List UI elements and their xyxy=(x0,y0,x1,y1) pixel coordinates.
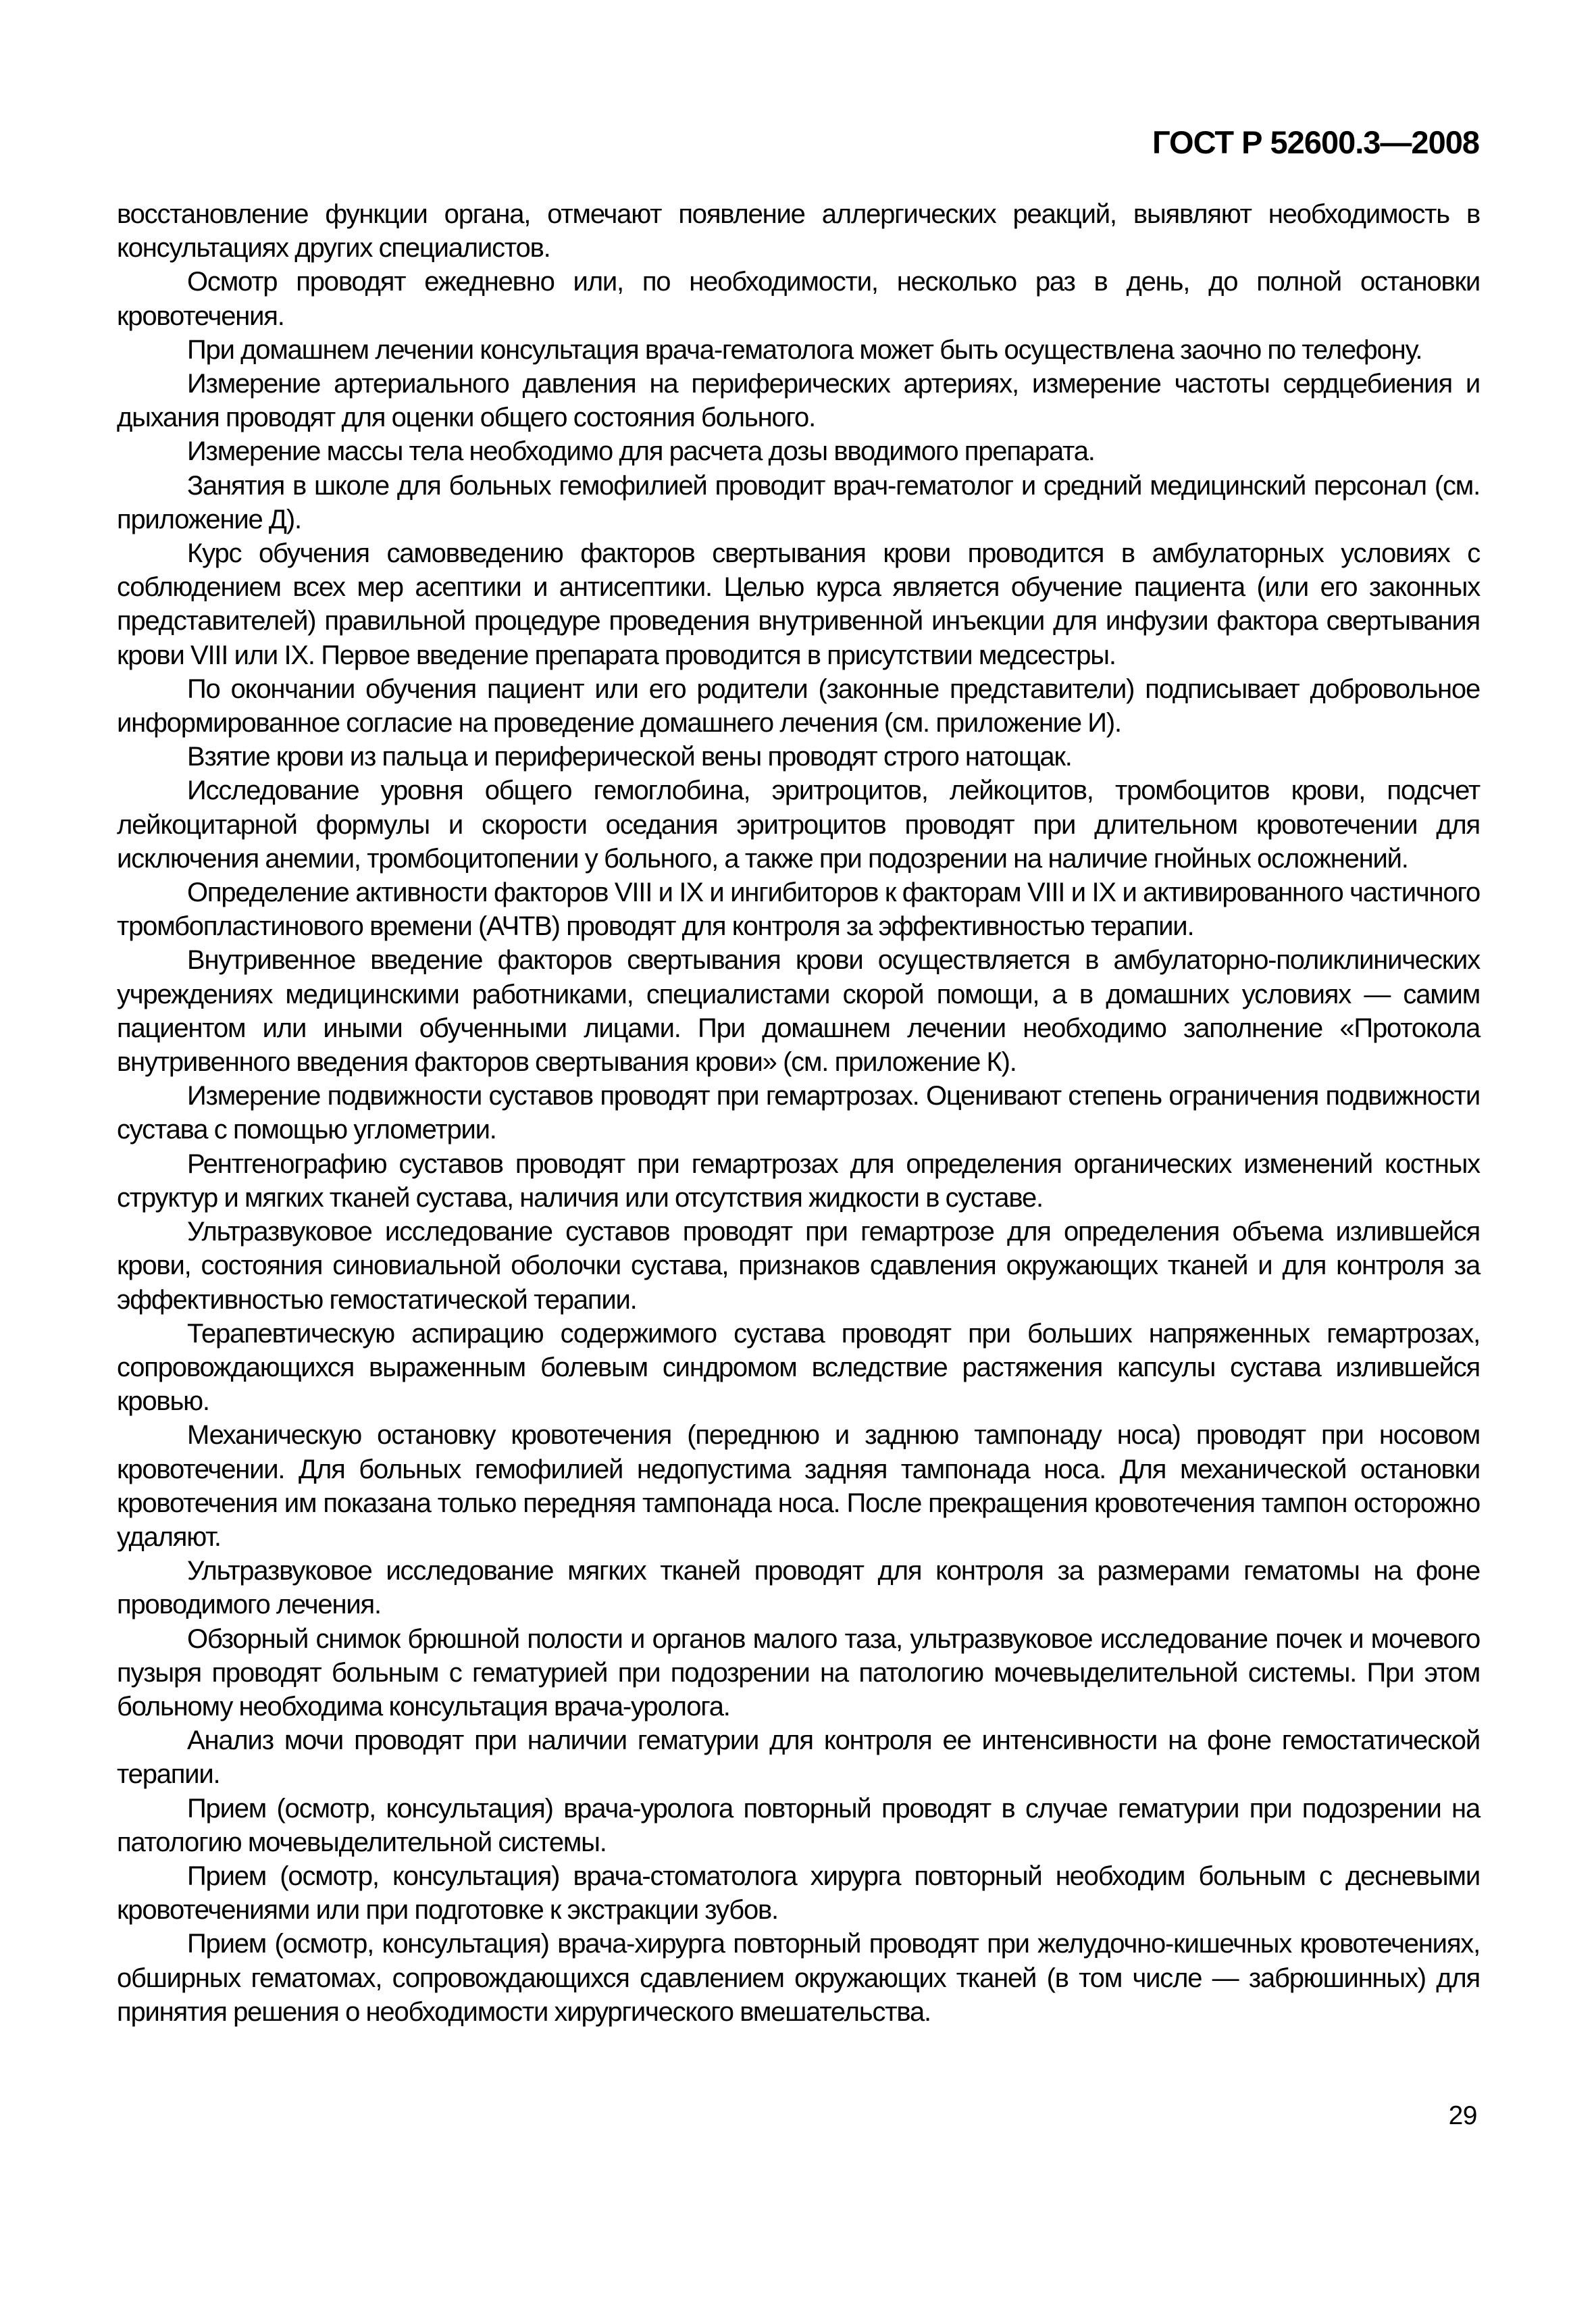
paragraph: Измерение подвижности суставов проводят при гемартрозах. Оценивают степень ограничения подвижности сустава с помощью углометрии. xyxy=(117,1081,1480,1145)
paragraph: Обзорный снимок брюшной полости и органов малого таза, ультразвуковое исследование почек и мочевого пузыря проводят больным с гематурией при подозрении на патологию мочевыделительной системы. При этом больному необходима консультация врача-уролога. xyxy=(117,1624,1480,1721)
paragraph: Анализ мочи проводят при наличии гематурии для контроля ее интенсивности на фоне гемостатической терапии. xyxy=(117,1726,1480,1790)
paragraph: Прием (осмотр, консультация) врача-стоматолога хирурга повторный необходим больным с десневыми кровотечениями или при подготовке к экстракции зубов. xyxy=(117,1861,1480,1926)
paragraph: Терапевтическую аспирацию содержимого сустава проводят при больших напряженных гемартрозах, сопровождающихся выраженным болевым синдромом вследствие растяжения капсулы сустава излившейся кровью. xyxy=(117,1318,1480,1417)
paragraph: восстановление функции органа, отмечают появление аллергических реакций, выявляют необходимость в консультациях других специалистов. xyxy=(117,199,1480,263)
paragraph: Занятия в школе для больных гемофилией проводит врач-гематолог и средний медицинский персонал (см. приложение Д). xyxy=(117,470,1480,534)
paragraph: Взятие крови из пальца и периферической вены проводят строго натощак. xyxy=(187,742,1072,772)
paragraph: Измерение массы тела необходимо для расчета дозы вводимого препарата. xyxy=(187,436,1095,467)
document-body-text xyxy=(117,197,1480,2029)
paragraph: Прием (осмотр, консультация) врача-уролога повторный проводят в случае гематурии при подозрении на патологию мочевыделительной системы. xyxy=(117,1793,1480,1857)
paragraph: Осмотр проводят ежедневно или, по необходимости, несколько раз в день, до полной остановки кровотечения. xyxy=(117,267,1480,331)
paragraph: Курс обучения самовведению факторов свертывания крови проводится в амбулаторных условиях с соблюдением всех мер асептики и антисептики. Целью курса является обучение пациента (или его законных представителей) правильной процедуре проведения внутривенной инъекции для инфузии фактора свертывания крови VIII или IX. Первое введение препарата проводится в присутствии медсестры. xyxy=(117,538,1480,670)
paragraph: Ультразвуковое исследование мягких тканей проводят для контроля за размерами гематомы на фоне проводимого лечения. xyxy=(117,1556,1480,1620)
paragraph: Измерение артериального давления на периферических артериях, измерение частоты сердцебиения и дыхания проводят для оценки общего состояния больного. xyxy=(117,369,1480,433)
page-number: 29 xyxy=(1448,2101,1477,2130)
paragraph: Исследование уровня общего гемоглобина, эритроцитов, лейкоцитов, тромбоцитов крови, подсчет лейкоцитарной формулы и скорости оседания эритроцитов проводят при длительном кровотечении для исключения анемии, тромбоцитопении у больного, а также при подозрении на наличие гнойных осложнений. xyxy=(117,776,1480,874)
paragraph: Механическую остановку кровотечения (переднюю и заднюю тампонаду носа) проводят при носовом кровотечении. Для больных гемофилией недопустима задняя тампонада носа. Для механической остановки кровотечения им показана только передняя тампонада носа. После прекращения кровотечения тампон осторожно удаляют. xyxy=(117,1420,1480,1552)
paragraph: Прием (осмотр, консультация) врача-хирурга повторный проводят при желудочно-кишечных кровотечениях, обширных гематомах, сопровождающихся сдавлением окружающих тканей (в том числе — забрюшинных) для принятия решения о необходимости хирургического вмешательства. xyxy=(117,1929,1480,2027)
paragraph: По окончании обучения пациент или его родители (законные представители) подписывает добровольное информированное согласие на проведение домашнего лечения (см. приложение И). xyxy=(117,674,1480,738)
paragraph: Внутривенное введение факторов свертывания крови осуществляется в амбулаторно-поликлинических учреждениях медицинскими работниками, специалистами скорой помощи, а в домашних условиях — самим пациентом или иными обученными лицами. При домашнем лечении необходимо заполнение «Протокола внутривенного введения факторов свертывания крови» (см. приложение К). xyxy=(117,945,1480,1078)
document-standard-header: ГОСТ Р 52600.3—2008 xyxy=(1152,124,1479,160)
paragraph: Рентгенографию суставов проводят при гемартрозах для определения органических изменений костных структур и мягких тканей сустава, наличия или отсутствия жидкости в суставе. xyxy=(117,1149,1480,1213)
paragraph: Определение активности факторов VIII и IX и ингибиторов к факторам VIII и IX и активированного частичного тромбопластинового времени (АЧТВ) проводят для контроля за эффективностью терапии. xyxy=(117,878,1480,942)
paragraph: Ультразвуковое исследование суставов проводят при гемартрозе для определения объема излившейся крови, состояния синовиальной оболочки сустава, признаков сдавления окружающих тканей и для контроля за эффективностью гемостатической терапии. xyxy=(117,1217,1480,1315)
paragraph: При домашнем лечении консультация врача-гематолога может быть осуществлена заочно по телефону. xyxy=(187,334,1422,365)
